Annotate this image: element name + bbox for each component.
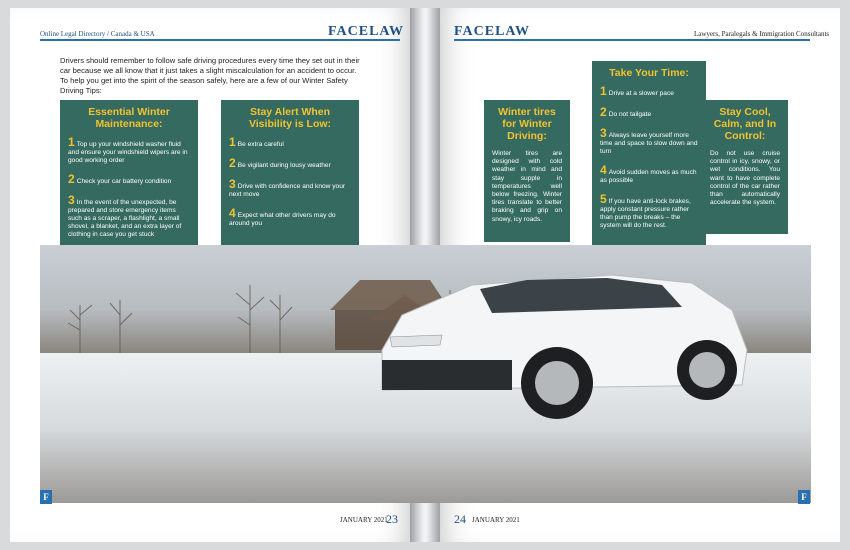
brand-logo-right: FACELAW (454, 24, 530, 39)
tip-item: 2 Be vigilant during lousy weather (229, 156, 331, 170)
footer-month-left: JANUARY 2021 (340, 516, 388, 524)
tip-item: 3 Drive with confidence and know your next move (229, 177, 346, 198)
tip-box-stay-cool (702, 100, 788, 234)
tip-item: 3 Always leave yourself more time and space to slow down and turn (600, 126, 698, 155)
facelaw-corner-mark-right: F (798, 490, 810, 504)
tip-item: 5 If you have anti-lock brakes, apply constant pressure rather than pump the breaks – the system will do the rest. (600, 192, 691, 229)
header-rule-right (454, 39, 810, 41)
tip-item: 1 Be extra careful (229, 135, 284, 149)
tip-box-visibility (221, 100, 359, 250)
tip-item: 2 Do not tailgate (600, 105, 652, 119)
tip-item: 2 Check your car battery condition (68, 172, 172, 186)
page-number-right: 24 (454, 512, 466, 526)
header-rule-left (40, 39, 400, 41)
facelaw-corner-mark-left: F (40, 490, 52, 504)
tip-box-body: Do not use cruise control in icy, snowy, or wet conditions. You want to have complete control of the car rather than automatically accelerate the system. (710, 150, 780, 207)
tip-box-title: Winter tires for Winter Driving: (498, 106, 556, 142)
tip-item: 3 In the event of the unexpected, be prepared and store emergency items such as a scraper, a flashlight, a small shovel, a blanket, and an extra layer of clothing in case you get stuck (68, 193, 182, 238)
tip-item: 4 Avoid sudden moves as much as possible (600, 163, 697, 184)
tip-item: 1 Drive at a slower pace (600, 84, 674, 98)
header-tagline: Lawyers, Paralegals & Immigration Consultants (694, 30, 830, 38)
intro-paragraph: Drivers should remember to follow safe driving procedures every time they set out in their car because we all know that it just takes a slight miscalculation for an accident to occur. To help you get into the spirit of the season safely, here are a few of our Winter Safety Driving Tips: (60, 56, 360, 95)
brand-logo-left: FACELAW (328, 24, 404, 39)
suv-graphic (362, 255, 762, 425)
tip-box-winter-tires (484, 100, 570, 242)
tip-box-take-your-time (592, 61, 706, 254)
tip-box-title: Stay Cool, Calm, and In Control: (713, 106, 777, 142)
tip-box-title: Take Your Time: (609, 67, 689, 79)
header-directory-label: Online Legal Directory / Canada & USA (40, 30, 155, 38)
tip-box-title: Stay Alert When Visibility is Low: (248, 106, 332, 130)
tip-item: 1 Top up your windshield washer fluid and ensure your windshield wipers are in good working order (68, 135, 188, 164)
footer-month-right: JANUARY 2021 (472, 516, 520, 524)
tip-box-title: Essential Winter Maintenance: (88, 106, 170, 130)
winter-suv-photo (40, 245, 811, 503)
tip-item: 4 Expect what other drivers may do around you (229, 206, 336, 227)
page-number-left: 23 (386, 512, 398, 526)
tip-box-body: Winter tires are designed with cold weather in mind and stay supple in temperatures well below freezing. Winter tires translate to better braking and grip on snowy, icy roads. (492, 150, 562, 223)
